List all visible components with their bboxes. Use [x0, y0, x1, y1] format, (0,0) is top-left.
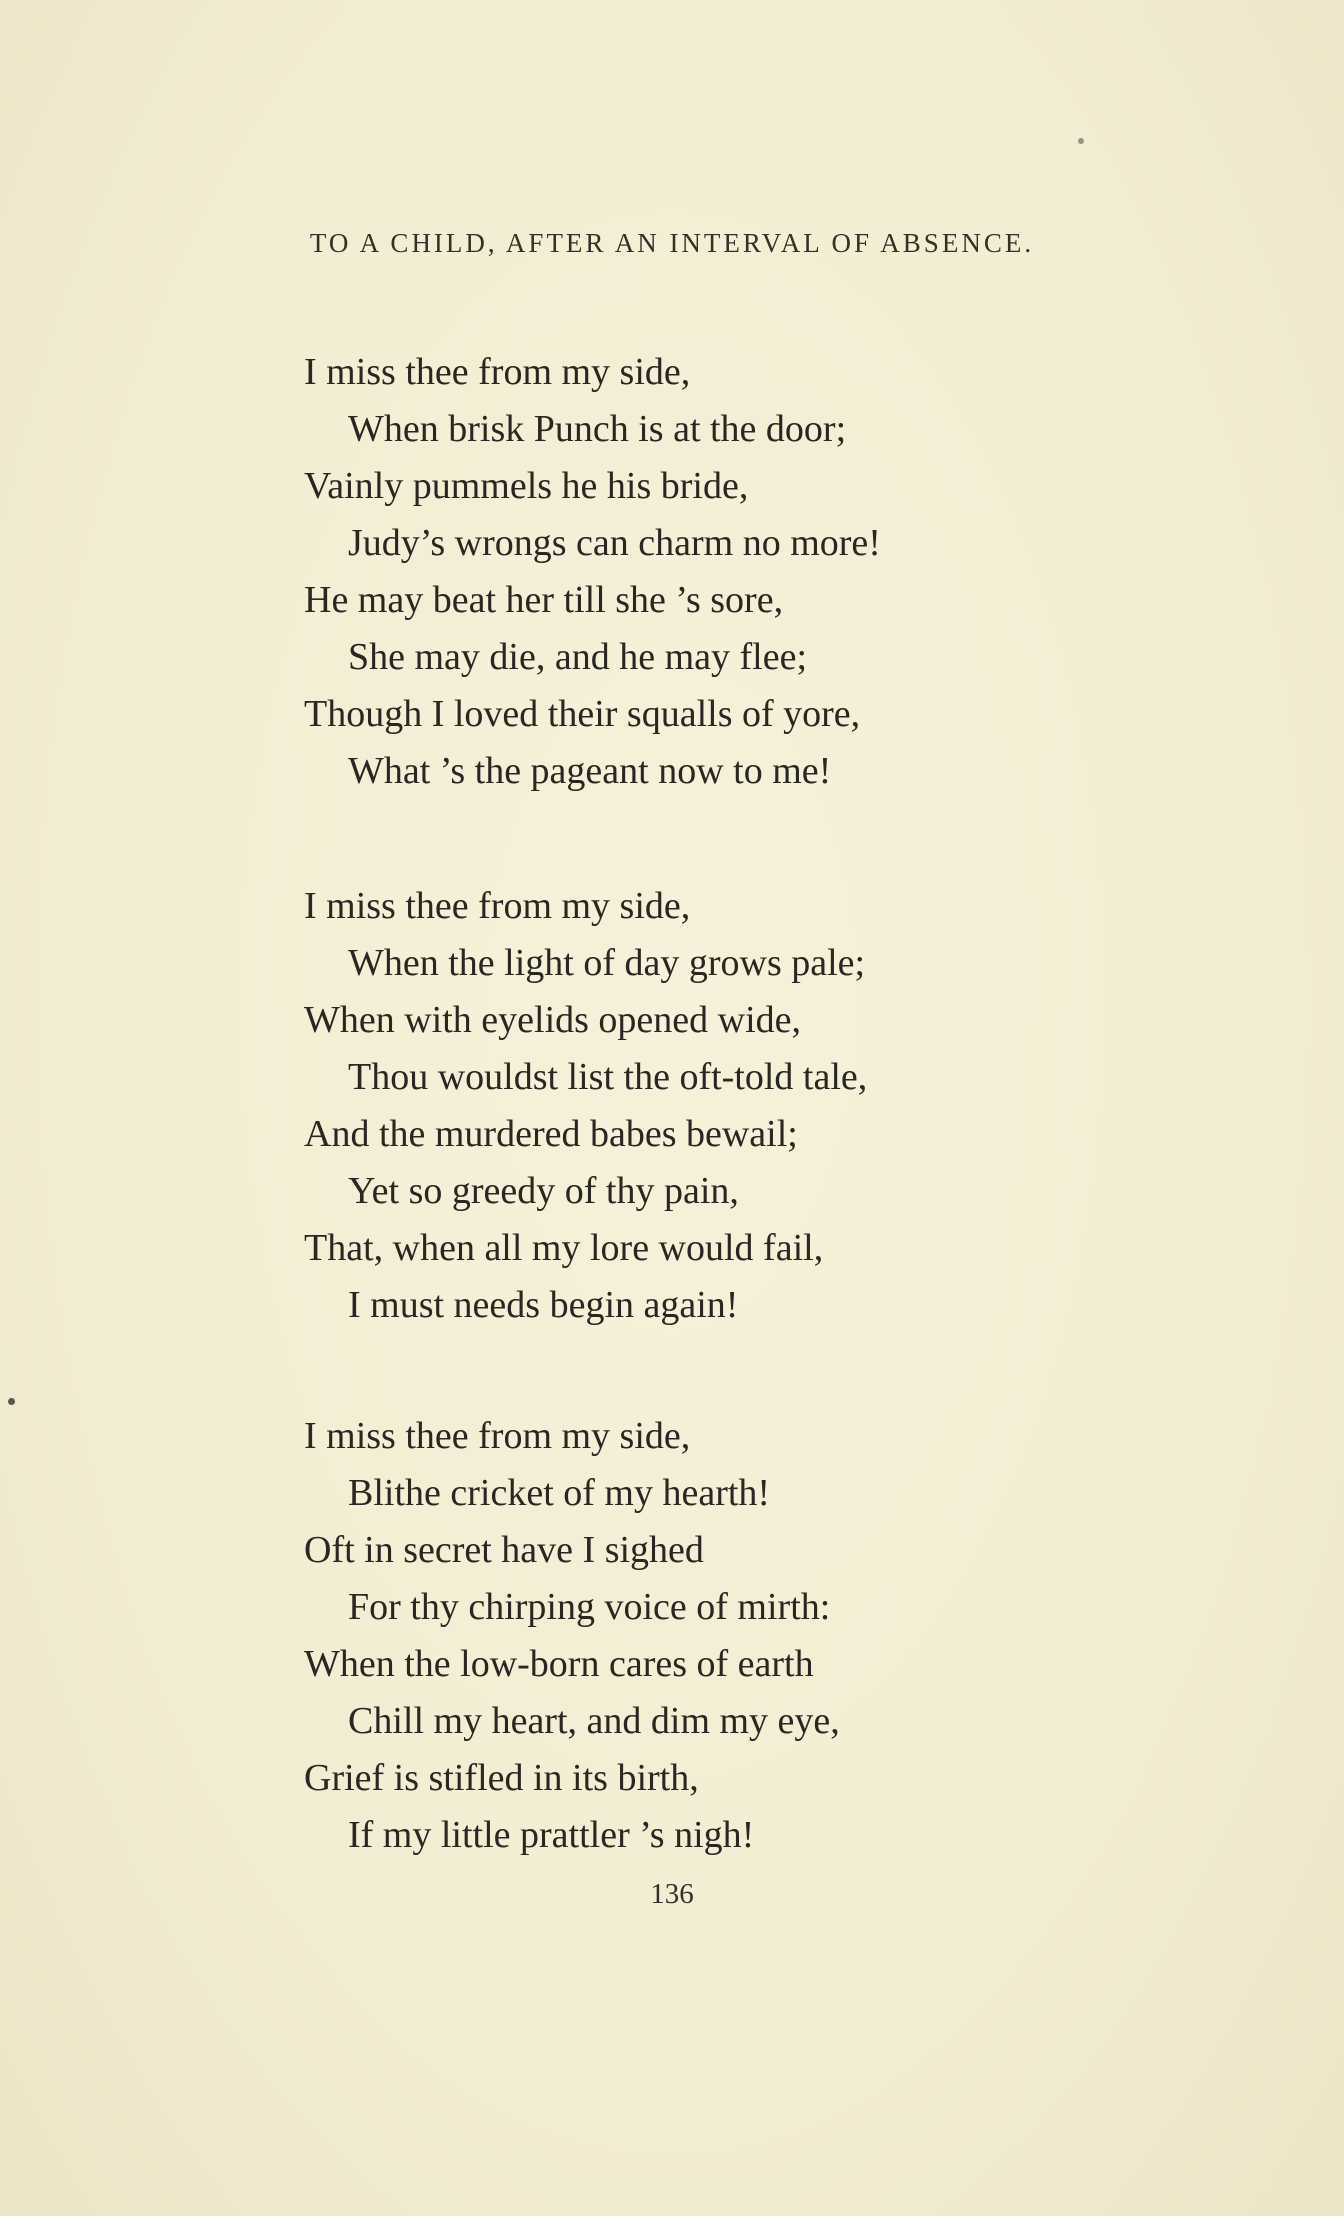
verse-line: Oft in secret have I sighed: [304, 1529, 704, 1571]
verse-line: When the low-born cares of earth: [304, 1643, 814, 1685]
verse-line: I miss thee from my side,: [304, 1415, 691, 1457]
verse-line: For thy chirping voice of mirth:: [348, 1586, 831, 1628]
verse-line: Blithe cricket of my hearth!: [348, 1472, 771, 1514]
verse-line: She may die, and he may flee;: [348, 636, 808, 678]
verse-line: I miss thee from my side,: [304, 885, 691, 927]
verse-line: Thou wouldst list the oft-told tale,: [348, 1056, 868, 1098]
verse-line: Judy’s wrongs can charm no more!: [348, 522, 881, 564]
stanza-2: [304, 878, 867, 1334]
verse-line: He may beat her till she ’s sore,: [304, 579, 784, 621]
verse-line: Grief is stifled in its birth,: [304, 1757, 699, 1799]
page-number: 136: [650, 1878, 694, 1910]
verse-line: Though I loved their squalls of yore,: [304, 693, 861, 735]
verse-line: When the light of day grows pale;: [348, 942, 866, 984]
verse-line: If my little prattler ’s nigh!: [348, 1814, 755, 1856]
verse-line: Vainly pummels he his bride,: [304, 465, 749, 507]
stanza-3: [304, 1408, 840, 1864]
verse-line: That, when all my lore would fail,: [304, 1227, 824, 1269]
poem-title: TO A CHILD, AFTER AN INTERVAL OF ABSENCE.: [309, 228, 1035, 258]
stanza-1: [304, 344, 881, 800]
verse-line: Chill my heart, and dim my eye,: [348, 1700, 840, 1742]
verse-line: I miss thee from my side,: [304, 351, 691, 393]
verse-line: When with eyelids opened wide,: [304, 999, 802, 1041]
verse-line: I must needs begin again!: [348, 1284, 739, 1326]
paper-speck: [1078, 138, 1084, 144]
verse-line: And the murdered babes bewail;: [304, 1113, 798, 1155]
verse-line: When brisk Punch is at the door;: [348, 408, 847, 450]
verse-line: Yet so greedy of thy pain,: [348, 1170, 739, 1212]
verse-line: What ’s the pageant now to me!: [348, 750, 832, 792]
paper-speck: [8, 1398, 15, 1405]
